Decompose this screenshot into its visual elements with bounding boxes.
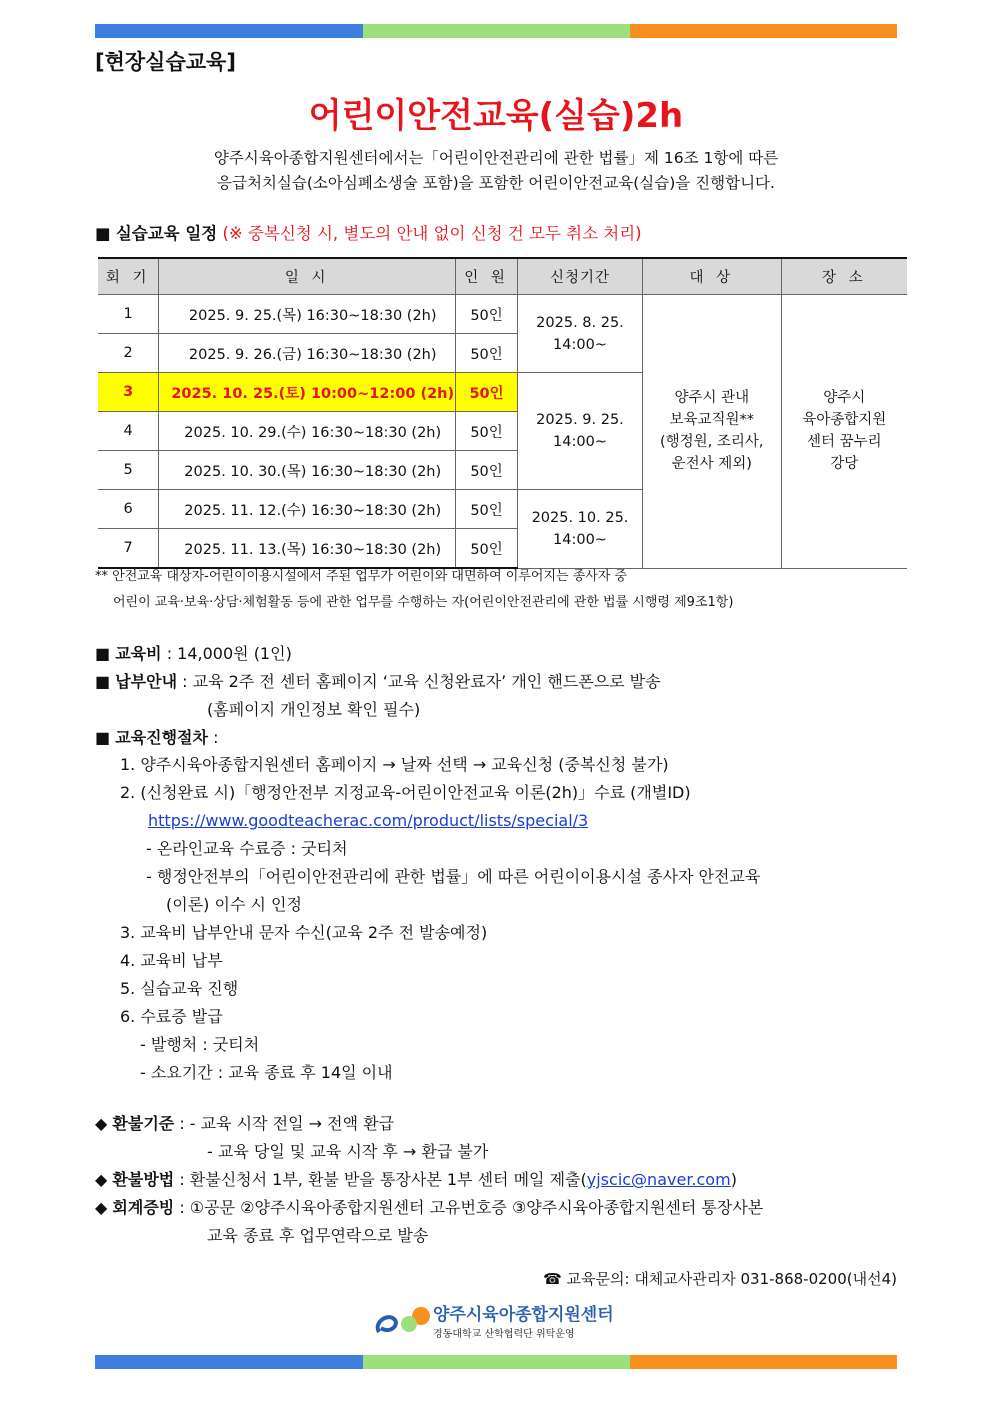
apply-period-1 (518, 295, 643, 373)
intro-text (0, 146, 992, 196)
target-line: (행정원, 조리사, (660, 434, 764, 451)
step-5: 5. 실습교육 진행 (120, 979, 239, 998)
payment-line (95, 668, 661, 724)
schedule-heading-label: 실습교육 일정 (115, 224, 218, 243)
footnote-line-2: 어린이 교육·보육·상담·체험활동 등에 관한 업무를 수행하는 자(어린이안전관리에 관한 법률 시행령 제9조1항) (113, 595, 734, 610)
intro-line-2: 응급처치실습(소아심폐소생술 포함)을 포함한 어린이안전교육(실습)을 진행합니다. (217, 174, 775, 192)
session-datetime: 2025. 10. 29.(수) 16:30~18:30 (2h) (159, 412, 456, 451)
proof-1: : ①공문 ②양주시육아종합지원센터 고유번호증 ③양주시육아종합지원센터 통장사본 (179, 1198, 764, 1217)
target-line: 보육교직원** (669, 412, 755, 429)
session-no: 6 (98, 490, 159, 529)
session-datetime: 2025. 9. 26.(금) 16:30~18:30 (2h) (159, 334, 456, 373)
logo-name: 양주시육아종합지원센터 (433, 1305, 614, 1325)
session-datetime: 2025. 11. 12.(수) 16:30~18:30 (2h) (159, 490, 456, 529)
refund-method-label: 환불방법 (112, 1170, 175, 1189)
col-header: 장 소 (781, 258, 907, 295)
section-tag: [현장실습교육] (95, 50, 236, 74)
session-datetime: 2025. 10. 25.(토) 10:00~12:00 (2h) (159, 373, 456, 412)
diamond-bullet-icon: ◆ (95, 1170, 108, 1189)
refund-standard-1: : - 교육 시작 전일 → 전액 환급 (179, 1114, 395, 1133)
logo-subtitle: 경동대학교 산학협력단 위탁운영 (433, 1329, 575, 1340)
period-date: 2025. 9. 25. (536, 412, 624, 428)
target-cell (642, 295, 781, 569)
square-bullet-icon: ■ (95, 644, 111, 663)
step-2-sub-2b: (이론) 이수 시 인정 (166, 895, 302, 914)
target-line: 양주시 관내 (674, 390, 750, 407)
col-header: 회 기 (98, 258, 159, 295)
fee-label: 교육비 (115, 644, 162, 663)
place-line: 육아종합지원 (802, 412, 887, 429)
procedure-steps (120, 751, 760, 1087)
bottom-color-bar (95, 1355, 897, 1369)
proof-2: 교육 종료 후 업무연락으로 발송 (207, 1226, 429, 1245)
col-header: 대 상 (642, 258, 781, 295)
square-bullet-icon: ■ (95, 728, 111, 747)
refund-standard-2: - 교육 당일 및 교육 시작 후 → 환급 불가 (207, 1142, 489, 1161)
square-bullet-icon: ■ (95, 224, 111, 243)
step-2-sub-2: - 행정안전부의「어린이안전관리에 관한 법률」에 따른 어린이이용시설 종사자 안전교육 (146, 867, 761, 886)
center-logo (371, 1300, 614, 1340)
step-1: 1. 양주시육아종합지원센터 홈페이지 → 날짜 선택 → 교육신청 (중복신청 불가) (120, 755, 669, 774)
course-link[interactable]: https://www.goodteacherac.com/product/lists/special/3 (148, 811, 589, 830)
payment-value: : 교육 2주 전 센터 홈페이지 ‘교육 신청완료자’ 개인 핸드폰으로 발송 (182, 672, 661, 691)
session-no: 1 (98, 295, 159, 334)
session-capacity: 50인 (456, 451, 518, 490)
target-line: 운전사 제외) (671, 456, 752, 473)
schedule-warning: (※ 중복신청 시, 별도의 안내 없이 신청 건 모두 취소 처리) (222, 224, 642, 243)
step-6: 6. 수료증 발급 (120, 1007, 223, 1026)
col-header: 인 원 (456, 258, 518, 295)
footnote (95, 564, 733, 616)
procedure-heading (95, 724, 218, 752)
step-2: 2. (신청완료 시)「행정안전부 지정교육-어린이안전교육 이론(2h)」수료 (개별ID) (120, 783, 691, 802)
proof-label: 회계증빙 (112, 1198, 175, 1217)
place-line: 양주시 (823, 390, 866, 407)
period-time: 14:00~ (553, 531, 607, 548)
session-capacity: 50인 (456, 295, 518, 334)
diamond-bullet-icon: ◆ (95, 1114, 108, 1133)
footnote-line-1: ** 안전교육 대상자-어린이이용시설에서 주된 업무가 어린이와 대면하여 이루어지는 종사자 중 (95, 569, 628, 584)
session-no: 5 (98, 451, 159, 490)
session-no: 4 (98, 412, 159, 451)
fee-value: : 14,000원 (1인) (166, 644, 292, 663)
apply-period-3 (518, 490, 643, 569)
refund-standard-label: 환불기준 (112, 1114, 175, 1133)
table-header-row (98, 258, 907, 295)
period-date: 2025. 8. 25. (536, 314, 624, 331)
top-color-bar (95, 24, 897, 38)
step-6-sub-2: - 소요기간 : 교육 종료 후 14일 이내 (140, 1063, 393, 1082)
refund-method: : 환불신청서 1부, 환불 받을 통장사본 1부 센터 메일 제출( (179, 1170, 587, 1189)
procedure-colon: : (213, 728, 219, 747)
apply-period-2 (518, 373, 643, 490)
logo-mark-icon (371, 1302, 433, 1338)
session-capacity: 50인 (456, 373, 518, 412)
square-bullet-icon: ■ (95, 672, 111, 691)
period-time: 14:00~ (553, 336, 607, 353)
contact-line (543, 1268, 897, 1289)
schedule-table (98, 257, 907, 569)
session-no: 2 (98, 334, 159, 373)
schedule-heading (95, 220, 642, 244)
place-line: 강당 (830, 456, 859, 473)
payment-value-2: (홈페이지 개인정보 확인 필수) (207, 700, 421, 719)
payment-label: 납부안내 (115, 672, 178, 691)
email-link[interactable]: yjscic@naver.com (586, 1170, 731, 1189)
session-capacity: 50인 (456, 334, 518, 373)
col-header: 일 시 (159, 258, 456, 295)
session-datetime: 2025. 9. 25.(목) 16:30~18:30 (2h) (159, 295, 456, 334)
diamond-bullet-icon: ◆ (95, 1198, 108, 1217)
col-header: 신청기간 (518, 258, 643, 295)
place-cell (781, 295, 907, 569)
step-4: 4. 교육비 납부 (120, 951, 223, 970)
session-no: 3 (98, 373, 159, 412)
session-capacity: 50인 (456, 490, 518, 529)
session-datetime: 2025. 11. 13.(목) 16:30~18:30 (2h) (159, 529, 456, 569)
refund-method-end: ) (730, 1170, 737, 1189)
period-time: 14:00~ (553, 434, 607, 450)
period-date: 2025. 10. 25. (531, 509, 629, 526)
session-no: 7 (98, 529, 159, 569)
table-row (98, 295, 907, 334)
page-title: 어린이안전교육(실습)2h (308, 96, 684, 136)
contact-text: 교육문의: 대체교사관리자 031-868-0200(내선4) (566, 1270, 897, 1288)
fee-line (95, 640, 292, 668)
refund-section (95, 1110, 763, 1250)
session-capacity: 50인 (456, 529, 518, 569)
step-6-sub-1: - 발행처 : 굿티처 (140, 1035, 260, 1054)
step-2-sub-1: - 온라인교육 수료증 : 굿티처 (146, 839, 348, 858)
session-capacity: 50인 (456, 412, 518, 451)
procedure-label: 교육진행절차 (115, 728, 208, 747)
intro-line-1: 양주시육아종합지원센터에서는「어린이안전관리에 관한 법률」제 16조 1항에 따른 (213, 149, 779, 167)
session-datetime: 2025. 10. 30.(목) 16:30~18:30 (2h) (159, 451, 456, 490)
step-3: 3. 교육비 납부안내 문자 수신(교육 2주 전 발송예정) (120, 923, 488, 942)
phone-icon: ☎ (543, 1270, 562, 1288)
place-line: 센터 꿈누리 (806, 434, 882, 451)
